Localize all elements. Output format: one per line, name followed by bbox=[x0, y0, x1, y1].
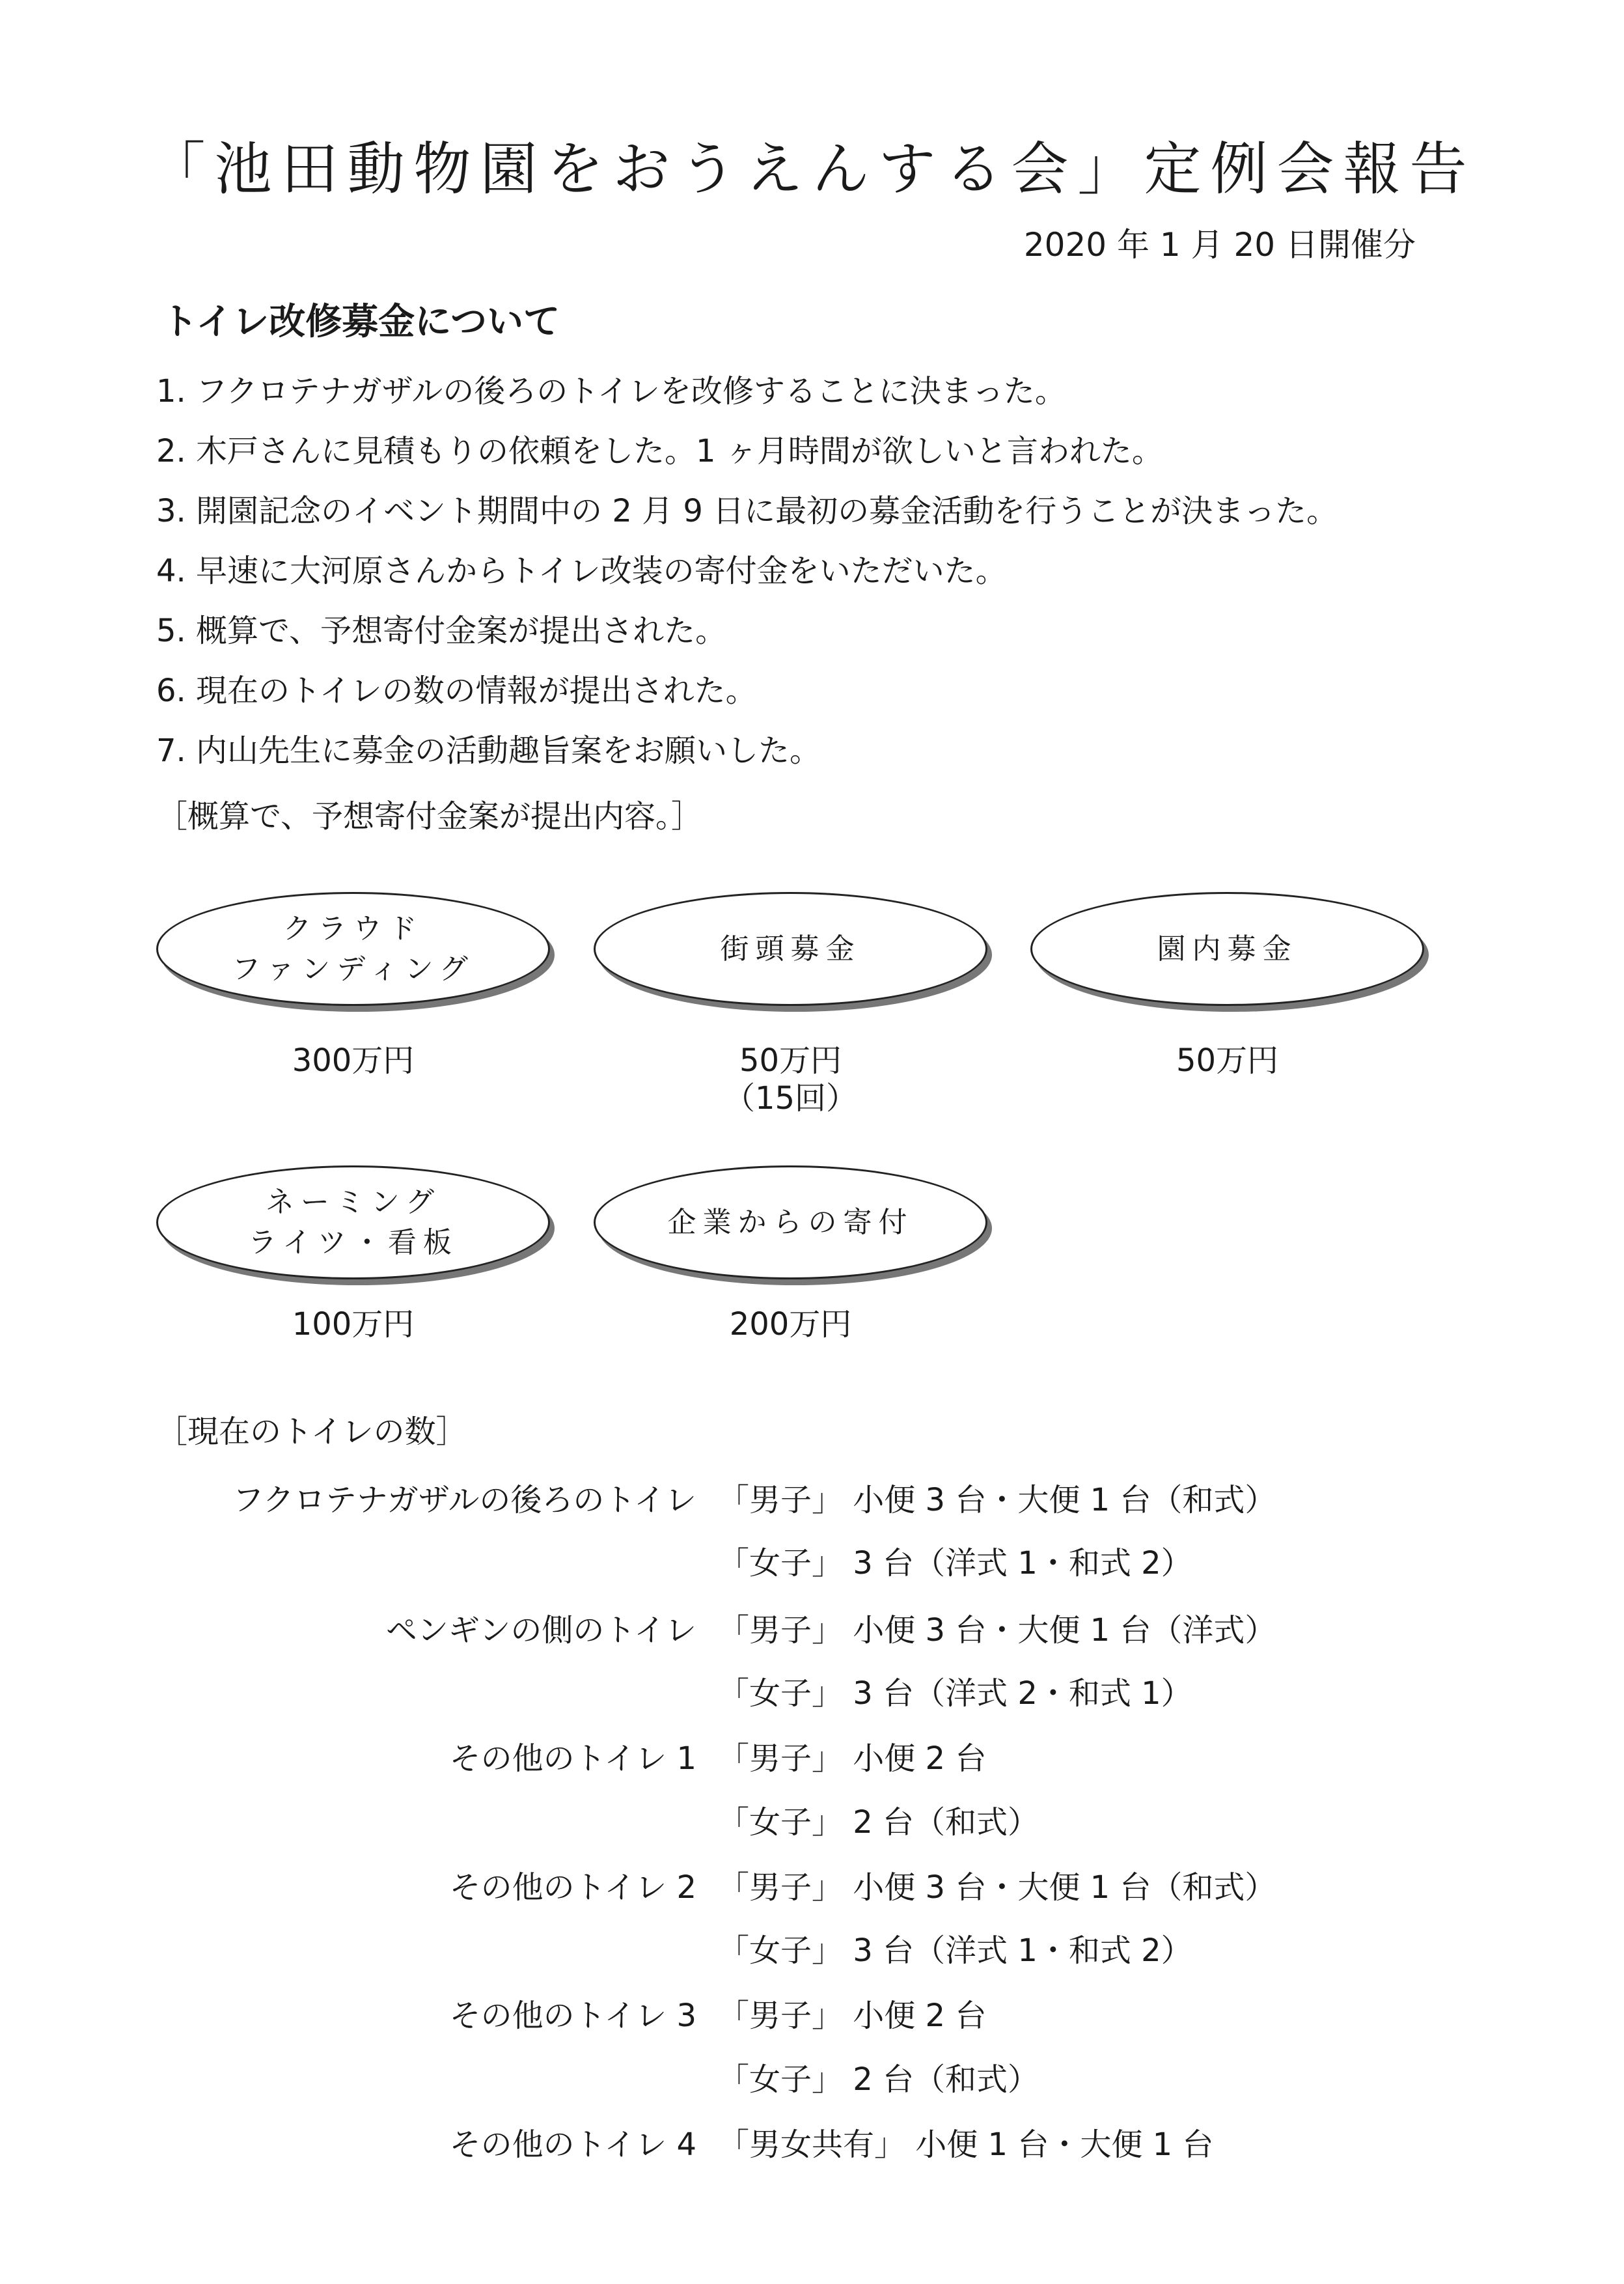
list-item: 5. 概算で、予想寄付金案が提出された。 bbox=[156, 613, 727, 649]
report-title: 「池田動物園をおうえんする会」定例会報告 bbox=[148, 135, 1476, 202]
toilet-name: ペンギンの側のトイレ bbox=[385, 1612, 696, 1649]
toilet-female: 「女子」 3 台（洋式 1・和式 2） bbox=[718, 1545, 1192, 1581]
list-item: 4. 早速に大河原さんからトイレ改装の寄付金をいただいた。 bbox=[156, 553, 1007, 589]
estimate-ellipse-naming-rights bbox=[156, 1165, 550, 1279]
estimate-amount: 200万円 bbox=[729, 1306, 852, 1343]
estimate-name: ネーミング ライツ・看板 bbox=[248, 1185, 458, 1259]
toilet-female: 「女子」 3 台（洋式 2・和式 1） bbox=[718, 1675, 1192, 1712]
list-item: 6. 現在のトイレの数の情報が提出された。 bbox=[156, 673, 757, 709]
toilet-name: その他のトイレ 2 bbox=[449, 1869, 696, 1906]
toilet-female: 「女子」 2 台（和式） bbox=[718, 1804, 1039, 1841]
estimate-ellipse-corporate bbox=[594, 1165, 987, 1279]
toilet-female: 「女子」 3 台（洋式 1・和式 2） bbox=[718, 1932, 1192, 1969]
toilet-male: 「男子」 小便 3 台・大便 1 台（洋式） bbox=[718, 1612, 1276, 1649]
toilet-male: 「男子」 小便 3 台・大便 1 台（和式） bbox=[718, 1869, 1276, 1906]
estimate-name: 街頭募金 bbox=[720, 932, 861, 966]
estimate-amount: 300万円 bbox=[292, 1042, 415, 1079]
list-item: 1. フクロテナガザルの後ろのトイレを改修することに決まった。 bbox=[156, 373, 1066, 410]
section-heading: トイレ改修募金について bbox=[161, 301, 560, 343]
toilet-name: フクロテナガザルの後ろのトイレ bbox=[232, 1482, 696, 1518]
toilet-male: 「男子」 小便 3 台・大便 1 台（和式） bbox=[718, 1482, 1276, 1518]
estimate-amount: 100万円 bbox=[292, 1306, 415, 1343]
toilet-female: 「女子」 2 台（和式） bbox=[718, 2061, 1039, 2098]
toilet-shared: 「男女共有」 小便 1 台・大便 1 台 bbox=[718, 2126, 1214, 2163]
estimate-name: クラウド ファンディング bbox=[232, 912, 475, 986]
list-item: 3. 開園記念のイベント期間中の 2 月 9 日に最初の募金活動を行うことが決まった。 bbox=[156, 493, 1338, 529]
toilet-name: その他のトイレ 4 bbox=[449, 2126, 696, 2163]
estimate-ellipse-crowdfunding bbox=[156, 892, 550, 1006]
estimate-heading: ［概算で、予想寄付金案が提出内容。］ bbox=[156, 798, 703, 835]
toilet-heading: ［現在のトイレの数］ bbox=[156, 1414, 467, 1450]
estimate-ellipse-in-park bbox=[1030, 892, 1424, 1006]
list-item: 2. 木戸さんに見積もりの依頼をした。1 ヶ月時間が欲しいと言われた。 bbox=[156, 433, 1163, 469]
estimate-amount: 50万円 bbox=[1176, 1042, 1279, 1079]
minutes-list bbox=[156, 361, 1338, 781]
meeting-date: 2020 年 1 月 20 日開催分 bbox=[1023, 226, 1416, 264]
toilet-name: その他のトイレ 3 bbox=[449, 1998, 696, 2034]
list-item: 7. 内山先生に募金の活動趣旨案をお願いした。 bbox=[156, 732, 821, 769]
toilet-male: 「男子」 小便 2 台 bbox=[718, 1998, 987, 2034]
toilet-male: 「男子」 小便 2 台 bbox=[718, 1740, 987, 1777]
toilet-name: その他のトイレ 1 bbox=[449, 1740, 696, 1777]
estimate-ellipse-street bbox=[594, 892, 987, 1006]
estimate-name: 園内募金 bbox=[1157, 932, 1298, 966]
estimate-amount: 50万円 （15回） bbox=[723, 1042, 858, 1117]
estimate-name: 企業からの寄付 bbox=[667, 1205, 914, 1239]
